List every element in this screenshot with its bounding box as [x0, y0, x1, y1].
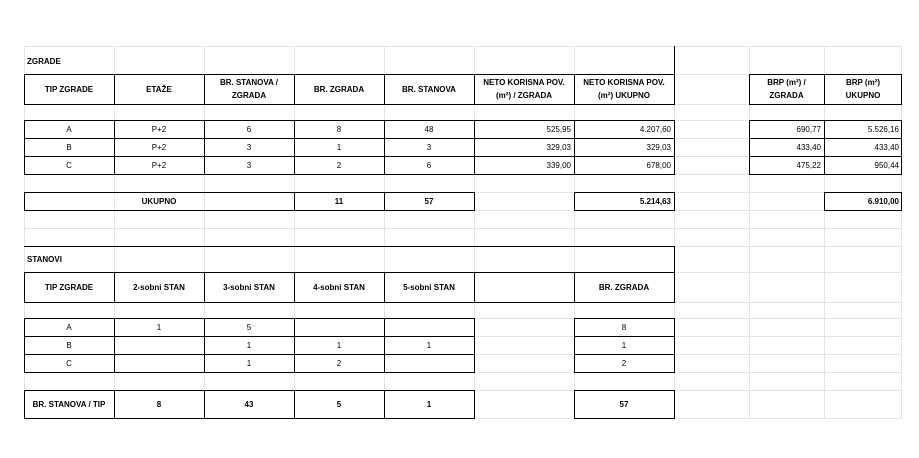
cell-3-sobni: 1: [246, 340, 252, 350]
cell-br-zgrada: 8: [336, 124, 342, 134]
ukupno-br-stanova: 57: [424, 196, 434, 206]
totals-5-sobni: 1: [426, 399, 432, 409]
header-tip-zgrade: TIP ZGRADE: [44, 282, 94, 292]
cell-2-sobni: [114, 354, 204, 372]
cell-brp-zgrada: 475,22: [796, 160, 821, 170]
cell-5-sobni: [384, 354, 474, 372]
header-neto-ukupno: [574, 74, 674, 104]
cell-tip: C: [66, 160, 72, 170]
header-brp-zgrada-line1: BRP (m²) /: [767, 78, 806, 87]
cell-neto-ukupno: 4.207,60: [639, 124, 671, 134]
cell-br-stanova: 6: [426, 160, 432, 170]
header-br-zgrada: BR. ZGRADA: [313, 84, 365, 94]
cell-4-sobni: 2: [336, 358, 342, 368]
cell-brp-zgrada: 690,77: [796, 124, 821, 134]
cell-neto-zgrada: 329,03: [546, 142, 571, 152]
header-br-stanova-zgrada: [204, 74, 294, 104]
cell-3-sobni: 5: [246, 322, 252, 332]
cell-tip: A: [66, 124, 72, 134]
header-5-sobni: 5-sobni STAN: [403, 282, 455, 292]
cell-br-stanova: 48: [424, 124, 434, 134]
header-brp-zgrada-line2: ZGRADA: [769, 91, 804, 100]
ukupno-neto: 5.214,63: [639, 196, 671, 206]
cell-4-sobni: 1: [336, 340, 342, 350]
cell-neto-zgrada: 525,95: [546, 124, 571, 134]
ukupno-brp: 6.910,00: [867, 196, 899, 206]
cell-br-zgrada: 1: [621, 340, 627, 350]
header-2-sobni: 2-sobni STAN: [133, 282, 185, 292]
header-brp-zgrada: [749, 74, 824, 104]
header-br-stanova-zgrada-line2: ZGRADA: [231, 91, 267, 100]
cell-5-sobni: 1: [426, 340, 432, 350]
header-etaze: ETAŽE: [146, 84, 172, 94]
cell-stanova-zgrada: 3: [246, 142, 252, 152]
cell-tip: B: [66, 142, 72, 152]
header-br-stanova: BR. STANOVA: [402, 84, 456, 94]
header-tip-zgrade: TIP ZGRADE: [44, 84, 94, 94]
cell-neto-zgrada: 339,00: [546, 160, 571, 170]
cell-br-zgrada: 8: [621, 322, 627, 332]
header-4-sobni: 4-sobni STAN: [313, 282, 365, 292]
header-brp-ukupno-line2: UKUPNO: [845, 91, 881, 100]
cell-br-zgrada: 2: [621, 358, 627, 368]
cell-br-zgrada: 1: [336, 142, 342, 152]
cell-2-sobni: 1: [156, 322, 162, 332]
cell-neto-ukupno: 329,03: [646, 142, 671, 152]
header-neto-zgrada-line1: NETO KORISNA POV.: [483, 78, 565, 87]
cell-stanova-zgrada: 6: [246, 124, 252, 134]
ukupno-label: UKUPNO: [141, 196, 177, 206]
cell-tip: B: [66, 340, 72, 350]
cell-brp-zgrada: 433,40: [796, 142, 821, 152]
header-neto-ukupno-line1: NETO KORISNA POV.: [583, 78, 665, 87]
cell-2-sobni: [114, 336, 204, 354]
cell-etaze: P+2: [151, 160, 167, 170]
header-br-stanova-zgrada-line1: BR. STANOVA /: [219, 78, 279, 87]
totals-br-zgrada: 57: [619, 399, 629, 409]
totals-2-sobni: 8: [156, 399, 162, 409]
header-brp-ukupno-line1: BRP (m²): [845, 78, 881, 87]
cell-brp-ukupno: 950,44: [874, 160, 899, 170]
header-brp-ukupno: [824, 74, 902, 104]
cell-tip: A: [66, 322, 72, 332]
cell-etaze: P+2: [151, 142, 167, 152]
totals-3-sobni: 43: [244, 399, 254, 409]
header-3-sobni: 3-sobni STAN: [223, 282, 275, 292]
cell-4-sobni: [294, 318, 384, 336]
zgrade-title: ZGRADE: [27, 56, 61, 66]
cell-stanova-zgrada: 3: [246, 160, 252, 170]
header-neto-ukupno-line2: (m²) UKUPNO: [598, 91, 650, 100]
cell-tip: C: [66, 358, 72, 368]
totals-label: BR. STANOVA / TIP: [32, 399, 106, 409]
totals-4-sobni: 5: [336, 399, 342, 409]
cell-etaze: P+2: [151, 124, 167, 134]
cell-brp-ukupno: 433,40: [874, 142, 899, 152]
header-neto-zgrada: [474, 74, 574, 104]
cell-5-sobni: [384, 318, 474, 336]
stanovi-title: STANOVI: [27, 254, 62, 264]
ukupno-br-zgrada: 11: [334, 196, 344, 206]
cell-3-sobni: 1: [246, 358, 252, 368]
cell-br-stanova: 3: [426, 142, 432, 152]
cell-neto-ukupno: 678,00: [646, 160, 671, 170]
cell-br-zgrada: 2: [336, 160, 342, 170]
header-neto-zgrada-line2: (m²) / ZGRADA: [496, 91, 552, 100]
cell-brp-ukupno: 5.526,16: [867, 124, 899, 134]
header-br-zgrada: BR. ZGRADA: [598, 282, 650, 292]
